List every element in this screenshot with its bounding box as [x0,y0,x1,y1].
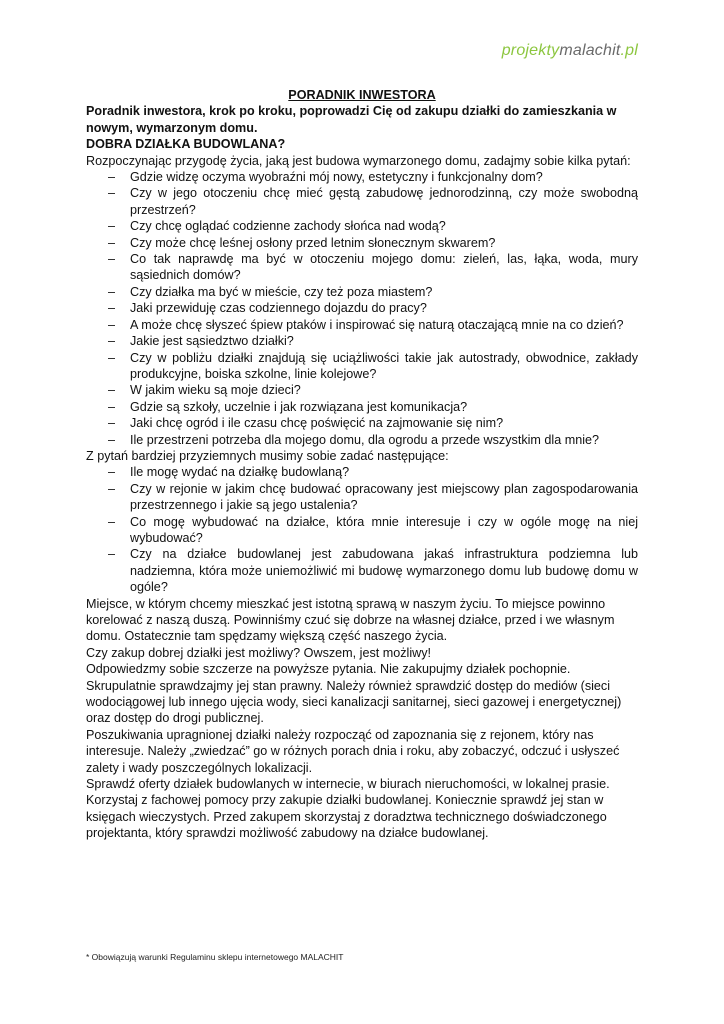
list-item [86,481,638,514]
body-paragraph: Poszukiwania upragnionej działki należy rozpocząć od zapoznania się z rejonem, który nas interesuje. Należy „zwiedzać” go w różnych porach dnia i roku, aby zobaczyć, odczuć i usłyszeć zalety i wady poszczególnych lokalizacji. [86,727,620,775]
list-marker: – [108,186,116,201]
list-item-text: Gdzie widzę oczyma wyobraźni mój nowy, estetyczny i funkcjonalny dom? [130,170,543,185]
list-marker: – [108,350,116,365]
list-item-text: Gdzie są szkoły, uczelnie i jak rozwiązana jest komunikacja? [130,399,468,414]
list-item-text: Jakie jest sąsiedztwo działki? [130,334,294,349]
list-item [86,218,638,234]
list-marker: – [108,170,116,185]
body-paragraph: Odpowiedzmy sobie szczerze na powyższe pytania. Nie zakupujmy działek pochopnie. Skrupulatnie sprawdzajmy jej stan prawny. Należy również sprawdzić dostęp do mediów (sieci wodociągowej lub innego ujęcia wody, sieci kanalizacji sanitarnej, sieci gazowej i energetycznej) oraz dostęp do drogi publicznej. [86,662,622,726]
list-item [86,399,638,415]
list-item [86,300,638,316]
body-paragraph: Miejsce, w którym chcemy mieszkać jest istotną sprawą w naszym życiu. To miejsce powinno korelować z naszą duszą. Powinniśmy czuć się dobrze na własnej działce, przed i we własnym domu. Ostatecznie tam spędzamy większą część naszego życia. [86,596,615,644]
list-item [86,185,638,218]
list-marker: – [108,465,116,480]
list-item-text: Czy w rejonie w jakim chcę budować opracowany jest miejscowy plan zagospodarowania przestrzennego i jakie są jego ustalenia? [130,481,638,513]
list-item-text: Czy chcę oglądać codzienne zachody słońca nad wodą? [130,219,446,234]
site-logo [502,42,638,60]
list-marker: – [108,399,116,414]
body-paragraph: Sprawdź oferty działek budowlanych w internecie, w biurach nieruchomości, w lokalnej prasie. Korzystaj z fachowej pomocy przy zakupie działki budowlanej. Koniecznie sprawdź jej stan w księgach wieczystych. Przed zakupem skorzystaj z doradztwa technicznego doświadczonego projektanta, który sprawdzi możliwość zabudowy na działce budowlanej. [86,777,610,841]
list-marker: – [108,383,116,398]
logo-part-1: projekty [501,42,560,59]
list-item [86,235,638,251]
list-item-text: Co mogę wybudować na działce, która mnie interesuje i czy w ogóle mogę na niej wybudować? [130,514,638,545]
intro-text: Poradnik inwestora, krok po kroku, poprowadzi Cię od zakupu działki do zamieszkania w nowym, wymarzonym domu. [86,104,617,135]
list-item-text: Ile przestrzeni potrzeba dla mojego domu, dla ogrodu a przede wszystkim dla mnie? [130,432,600,447]
list-item [86,333,638,349]
logo-part-2: malachit [559,42,621,59]
list-item-text: Czy w pobliżu działki znajdują się uciążliwości takie jak autostrady, obwodnice, zakłady produkcyjne, boiska szkolne, linie kolejowe? [130,350,638,381]
question-list-2 [86,464,638,595]
lead-paragraph-1: Rozpoczynając przygodę życia, jaką jest budowa wymarzonego domu, zadajmy sobie kilka pytań: [86,153,631,168]
list-marker: – [108,334,116,349]
list-item [86,350,638,383]
list-item-text: W jakim wieku są moje dzieci? [130,383,301,398]
list-item-text: Jaki przewiduję czas codziennego dojazdu do pracy? [130,301,427,316]
footer-note: * Obowiązują warunki Regulaminu sklepu internetowego MALACHIT [86,952,344,962]
lead-paragraph-2: Z pytań bardziej przyziemnych musimy sobie zadać następujące: [86,448,449,463]
list-item-text: Czy może chcę leśnej osłony przed letnim słonecznym skwarem? [130,235,496,250]
list-marker: – [108,235,116,250]
list-marker: – [108,514,116,529]
list-item [86,317,638,333]
list-item [86,415,638,431]
logo-part-3: .pl [620,42,638,59]
list-item-text: Czy działka ma być w mieście, czy też poza miastem? [130,284,433,299]
list-marker: – [108,219,116,234]
list-item [86,432,638,448]
list-marker: – [108,301,116,316]
list-item [86,382,638,398]
list-marker: – [108,416,116,431]
list-marker: – [108,547,116,562]
document-body [86,87,638,842]
list-item-text: Czy na działce budowlanej jest zabudowana jakaś infrastruktura podziemna lub nadziemna, która może uniemożliwić mi budowę wymarzonego domu lub budowę domu w ogóle? [130,547,638,595]
list-item [86,464,638,480]
list-marker: – [108,284,116,299]
list-item-text: Co tak naprawdę ma być w otoczeniu mojego domu: zieleń, las, łąka, woda, mury sąsiednich domów? [130,252,638,283]
list-item-text: Ile mogę wydać na działkę budowlaną? [130,465,350,480]
body-paragraph: Czy zakup dobrej działki jest możliwy? Owszem, jest możliwy! [86,645,432,660]
list-item-text: A może chcę słyszeć śpiew ptaków i inspirować się naturą otaczającą mnie na co dzień? [130,317,624,332]
list-item [86,284,638,300]
list-item-text: Jaki chcę ogród i ile czasu chcę poświęcić na zajmowanie się nim? [130,416,504,431]
list-item [86,251,638,284]
document-title: PORADNIK INWESTORA [288,88,436,102]
list-item-text: Czy w jego otoczeniu chcę mieć gęstą zabudowę jednorodzinną, czy może swobodną przestrzeń? [130,186,638,217]
list-item [86,546,638,595]
list-marker: – [108,481,116,496]
list-item [86,514,638,547]
question-list-1 [86,169,638,448]
list-marker: – [108,432,116,447]
list-marker: – [108,317,116,332]
list-item [86,169,638,185]
list-marker: – [108,252,116,267]
section-heading: DOBRA DZIAŁKA BUDOWLANA? [86,137,286,152]
